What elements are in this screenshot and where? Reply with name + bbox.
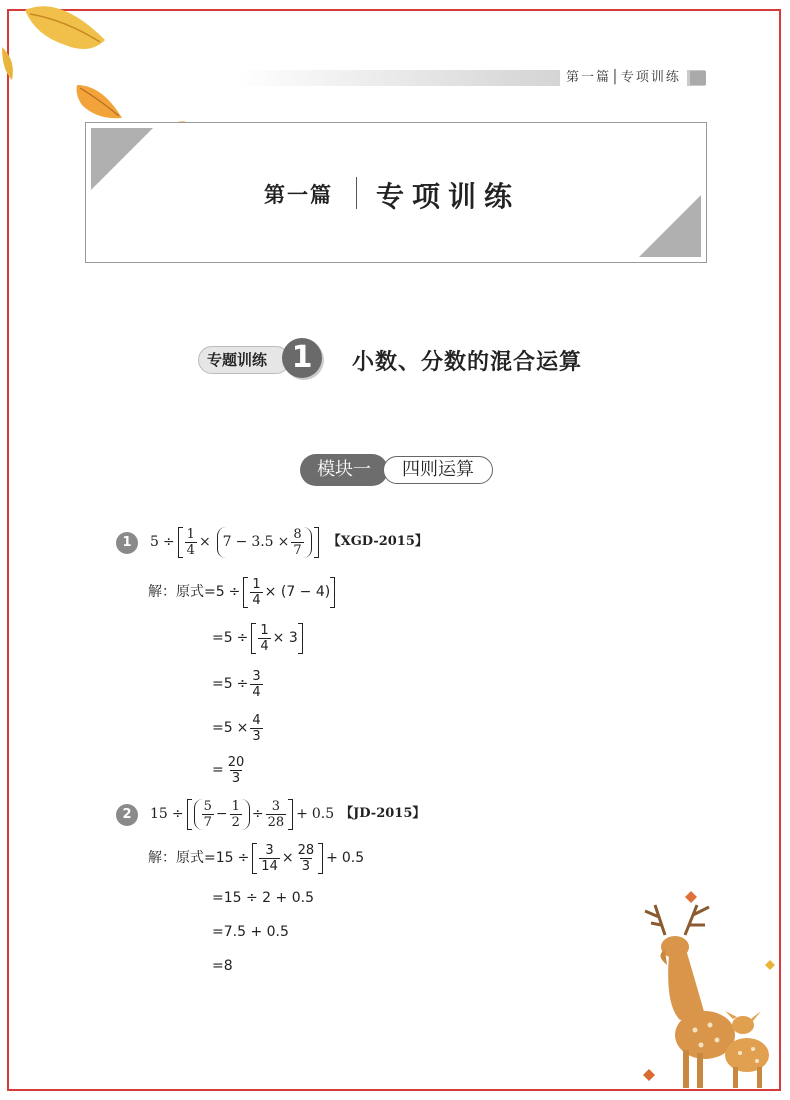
fraction-numerator: 28	[297, 842, 315, 858]
topic-number: 1	[282, 338, 322, 378]
fraction-numerator: 3	[265, 842, 274, 858]
math-operator: +	[326, 850, 338, 866]
math-operator: +	[296, 806, 308, 822]
math-operator: =	[204, 584, 216, 600]
square-bracket	[178, 527, 319, 558]
fraction-denominator: 4	[260, 638, 269, 654]
fraction	[250, 669, 262, 700]
part-name: 专项训练	[376, 180, 521, 213]
fraction-numerator: 1	[231, 798, 240, 814]
title-divider	[356, 177, 357, 209]
math-operator: =	[212, 630, 224, 646]
topic-label: 专题训练	[198, 346, 290, 374]
math-operator: ÷	[237, 850, 250, 866]
problem-2-expression	[150, 794, 425, 834]
fraction	[230, 799, 242, 830]
fraction	[226, 755, 247, 786]
running-header: 第一篇│专项训练	[560, 68, 687, 88]
square-bracket	[251, 623, 302, 654]
fraction	[258, 623, 270, 654]
part-title-box	[85, 122, 707, 263]
fraction	[266, 799, 287, 830]
math-term: 15	[150, 806, 168, 822]
fraction-denominator: 7	[293, 542, 302, 558]
problem-1-expression	[150, 522, 428, 562]
fraction-numerator: 1	[186, 526, 195, 542]
fraction-numerator: 3	[271, 798, 280, 814]
solution-step	[148, 570, 338, 614]
math-term: 5	[215, 584, 225, 600]
fraction-denominator: 4	[252, 592, 261, 608]
problem-source: 【XGD-2015】	[327, 534, 428, 549]
fraction-numerator: 3	[252, 668, 261, 684]
math-term: 7	[222, 534, 232, 550]
fraction-numerator: 1	[252, 576, 261, 592]
fraction	[259, 843, 280, 874]
autumn-leaf-icon	[0, 45, 20, 85]
fraction-denominator: 3	[301, 858, 310, 874]
math-operator: ÷	[171, 806, 184, 822]
fraction	[296, 843, 317, 874]
autumn-leaf-icon	[20, 0, 115, 60]
fraction-denominator: 4	[252, 684, 261, 700]
part-number: 第一篇	[264, 183, 333, 207]
fraction-numerator: 4	[252, 712, 261, 728]
math-term: 0.5	[341, 850, 365, 866]
corner-triangle	[91, 128, 153, 190]
math-operator: ÷	[236, 630, 249, 646]
module-name: 四则运算	[383, 456, 493, 484]
solution-label: 解：原式	[148, 584, 204, 600]
math-operator: ÷	[162, 534, 175, 550]
solution-step	[212, 708, 265, 748]
problem-number: 2	[116, 804, 138, 826]
math-term: × 3	[272, 630, 298, 646]
fraction-denominator: 7	[203, 814, 212, 830]
math-operator: ÷	[236, 676, 249, 692]
solution-step: =7.5 + 0.5	[212, 924, 289, 940]
math-operator: =	[212, 720, 224, 736]
solution-step: =8	[212, 958, 233, 974]
fraction-denominator: 2	[231, 814, 240, 830]
square-bracket	[243, 577, 335, 608]
fraction	[250, 713, 262, 744]
topic-title: 小数、分数的混合运算	[352, 350, 583, 375]
solution-step	[212, 664, 265, 704]
math-term: 5	[150, 534, 159, 550]
math-operator: =	[212, 762, 224, 778]
fraction-denominator: 3	[231, 770, 241, 786]
math-operator: −	[215, 806, 228, 822]
parenthesis	[217, 527, 312, 558]
math-term: 3.5	[251, 534, 274, 550]
autumn-leaf-icon	[72, 80, 127, 125]
math-operator: ×	[281, 850, 294, 866]
math-term: 5	[223, 676, 233, 692]
fraction	[250, 577, 262, 608]
math-term: 5	[223, 720, 233, 736]
math-operator: ×	[277, 534, 290, 550]
module-label: 模块一	[300, 454, 388, 486]
math-operator: ×	[236, 720, 249, 736]
math-term: 5	[223, 630, 233, 646]
math-operator: ÷	[228, 584, 241, 600]
solution-step	[148, 836, 364, 880]
solution-step	[212, 616, 306, 660]
deer-illustration-icon	[625, 885, 780, 1090]
fraction-denominator: 4	[186, 542, 195, 558]
math-term: × (7 − 4)	[264, 584, 331, 600]
header-block	[690, 71, 706, 85]
math-operator: =	[212, 676, 224, 692]
fraction	[291, 527, 303, 558]
parenthesis	[194, 799, 250, 830]
fraction-denominator: 28	[267, 814, 285, 830]
fraction-numerator: 5	[203, 798, 212, 814]
math-operator: ÷	[251, 806, 264, 822]
fraction-numerator: 8	[293, 526, 302, 542]
math-operator: =	[204, 850, 216, 866]
solution-step: =15 ÷ 2 + 0.5	[212, 890, 314, 906]
fraction	[202, 799, 214, 830]
problem-source: 【JD-2015】	[340, 806, 426, 821]
solution-step	[212, 750, 248, 790]
fraction	[185, 527, 197, 558]
square-bracket	[187, 799, 294, 830]
solution-label: 解：原式	[148, 850, 204, 866]
math-operator: ×	[198, 534, 211, 550]
corner-triangle	[639, 195, 701, 257]
math-term: 0.5	[311, 806, 335, 822]
math-term: 15	[215, 850, 234, 866]
problem-number: 1	[116, 532, 138, 554]
fraction-denominator: 3	[252, 728, 261, 744]
fraction-numerator: 1	[260, 622, 269, 638]
square-bracket	[252, 843, 323, 874]
fraction-denominator: 14	[261, 858, 278, 874]
math-operator: −	[235, 534, 248, 550]
fraction-numerator: 20	[227, 754, 245, 770]
